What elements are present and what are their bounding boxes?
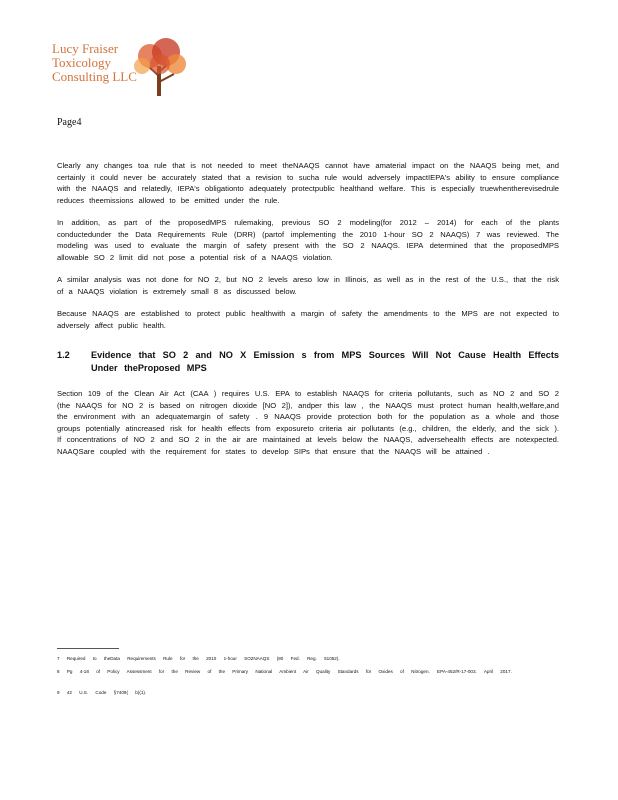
footnote: 9 42 U.S. Code §7409( b)(1). <box>57 690 147 695</box>
logo-line-1: Lucy Fraiser <box>52 41 119 56</box>
page-number: Page4 <box>57 117 82 128</box>
company-logo <box>52 42 192 102</box>
footnote-divider <box>57 648 119 649</box>
paragraph: Because NAAQS are established to protect public healthwith a margin of safety the amendments to the MPS are not expected to adversely affect public health. <box>57 309 559 330</box>
logo-line-2: Toxicology <box>52 55 112 70</box>
section-heading <box>57 349 559 375</box>
paragraph: Clearly any changes toa rule that is not needed to meet theNAAQS cannot have amaterial impact on the NAAQS being met, and certainly it could never be accurately stated that a revision to sucha rule would adversely impactIEPA's ability to ensure compliance with the NAAQS and relatedly, IEPA's obligationto adequately protectpublic healthand welfare. This is especially truewhentherevisedrule reduces theemissions allowed to be emitted under the rule. <box>57 161 559 205</box>
paragraph: A similar analysis was not done for NO 2, but NO 2 levels areso low in Illinois, as well as in the rest of the U.S., that the risk of a NAAQS violation is extremely small 8 as discussed below. <box>57 275 559 296</box>
paragraph: In addition, as part of the proposedMPS rulemaking, previous SO 2 modeling(for 2012 – 2014) for each of the plants conductedunder the Data Requirements Rule (DRR) (partof implementing the 2010 1-hour SO 2 NAAQS) 7 was reviewed. The modeling was used to evaluate the margin of safety present with the SO 2 NAAQS. IEPA determined that the proposedMPS allowable SO 2 limit did not pose a potential risk of a NAAQS violation. <box>57 218 559 262</box>
logo-text <box>52 42 137 84</box>
footnote: 8 Pg 4-18 of Policy Assessment for the Review of the Primary National Ambient Air Quality Standards for Oxides of Nitrogen. EPA-452/R-17-003. April 2017. <box>57 669 512 674</box>
document-body <box>57 160 559 468</box>
tree-logo-icon <box>130 36 190 98</box>
logo-line-3: Consulting LLC <box>52 69 137 84</box>
paragraph: Section 109 of the Clean Air Act (CAA ) requires U.S. EPA to establish NAAQS for criteria pollutants, such as NO 2 and SO 2 (the NAAQS for NO 2 is based on nitrogen dioxide [NO 2]), andper this law , the NAAQS must protect human health,welfare,and the environment with an adequatemargin of safety . 9 NAAQS provide protection both for the population as a whole and those groups potentially atincreased risk for health effects from exposureto criteria air pollutants (e.g., children, the elderly, and the sick ). If concentrations of NO 2 and SO 2 in the air are maintained at levels below the NAAQS, adversehealth effects are notexpected. NAAQSare coupled with the requirement for states to develop SIPs that ensure that the NAAQS will be attained . <box>57 389 559 456</box>
footnote: 7 Required to theData Requirements Rule for the 2010 1-hour SO2NAAQS (80 Fed. Reg. 51052). <box>57 656 340 661</box>
section-number: 1.2 <box>57 350 70 360</box>
section-title: Evidence that SO 2 and NO X Emission s from MPS Sources Will Not Cause Health Effects Under theProposed MPS <box>91 350 559 373</box>
